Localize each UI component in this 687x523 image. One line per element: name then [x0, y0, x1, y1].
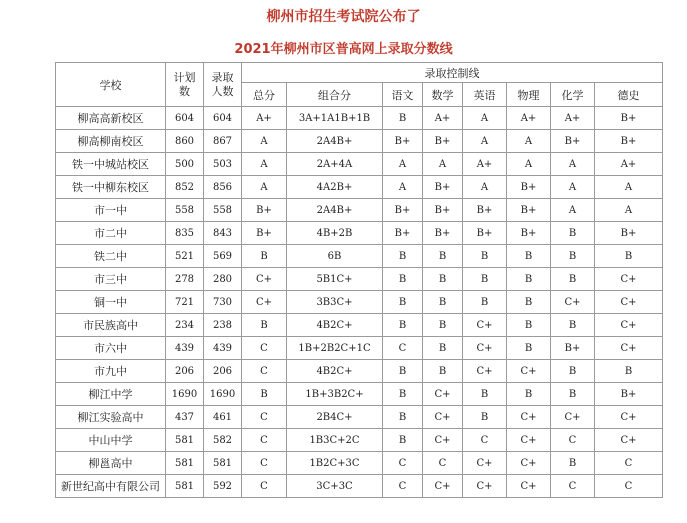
cell-chemistry: A+ [551, 107, 595, 130]
cell-moral-history: C [595, 452, 663, 475]
table-row [56, 360, 663, 383]
cell-moral-history: C+ [595, 314, 663, 337]
cell-chemistry: B+ [551, 337, 595, 360]
cell-physics: B [507, 314, 551, 337]
cell-combo: 1B3C+2C [287, 429, 383, 452]
header-admitted-line2: 人数 [211, 84, 234, 98]
cell-math: A+ [423, 107, 463, 130]
header-plan-line2: 数 [179, 84, 190, 98]
cell-school: 市二中 [56, 222, 166, 245]
cell-combo: 1B+3B2C+ [287, 383, 383, 406]
cell-moral-history: B+ [595, 107, 663, 130]
cell-chinese: C [383, 337, 423, 360]
cell-admitted: 1690 [204, 383, 242, 406]
header-chinese: 语文 [383, 83, 423, 107]
cell-physics: A+ [507, 107, 551, 130]
header-control-line: 录取控制线 [242, 63, 663, 83]
cell-math: B+ [423, 222, 463, 245]
cell-school: 市六中 [56, 337, 166, 360]
cell-moral-history: C+ [595, 291, 663, 314]
table-row [56, 107, 663, 130]
cell-english: C+ [463, 452, 507, 475]
cell-combo: 4B2C+ [287, 360, 383, 383]
cell-moral-history: C [595, 475, 663, 498]
cell-moral-history: A [595, 176, 663, 199]
cell-chemistry: B+ [551, 130, 595, 153]
cell-chemistry: C+ [551, 406, 595, 429]
cell-physics: B [507, 291, 551, 314]
cell-total: C [242, 406, 287, 429]
table-row [56, 406, 663, 429]
cell-plan: 835 [166, 222, 204, 245]
cell-school: 中山中学 [56, 429, 166, 452]
cell-moral-history: B [595, 245, 663, 268]
header-admitted [204, 63, 242, 107]
cell-chinese: B+ [383, 199, 423, 222]
cell-admitted: 461 [204, 406, 242, 429]
cell-total: B [242, 314, 287, 337]
cell-admitted: 280 [204, 268, 242, 291]
cell-chemistry: B [551, 360, 595, 383]
cell-admitted: 843 [204, 222, 242, 245]
cell-total: A+ [242, 107, 287, 130]
cell-school: 市民族高中 [56, 314, 166, 337]
cell-physics: C+ [507, 475, 551, 498]
score-table [55, 62, 663, 498]
cell-english: C+ [463, 314, 507, 337]
cell-school: 铁一中柳东校区 [56, 176, 166, 199]
cell-combo: 4B+2B [287, 222, 383, 245]
cell-chinese: B [383, 383, 423, 406]
cell-chemistry: B [551, 383, 595, 406]
cell-combo: 1B2C+3C [287, 452, 383, 475]
cell-plan: 604 [166, 107, 204, 130]
page-title: 柳州市招生考试院公布了 [266, 9, 421, 25]
cell-english: B [463, 268, 507, 291]
cell-total: B [242, 383, 287, 406]
cell-chemistry: A [551, 176, 595, 199]
cell-physics: A [507, 153, 551, 176]
cell-admitted: 439 [204, 337, 242, 360]
cell-physics: B+ [507, 199, 551, 222]
cell-combo: 4B2C+ [287, 314, 383, 337]
cell-chinese: B+ [383, 222, 423, 245]
cell-math: B+ [423, 176, 463, 199]
cell-english: B+ [463, 222, 507, 245]
cell-admitted: 592 [204, 475, 242, 498]
cell-total: B [242, 245, 287, 268]
cell-plan: 278 [166, 268, 204, 291]
cell-school: 铁一中城站校区 [56, 153, 166, 176]
cell-total: C [242, 452, 287, 475]
cell-moral-history: B+ [595, 383, 663, 406]
cell-chemistry: A [551, 153, 595, 176]
cell-plan: 581 [166, 475, 204, 498]
cell-math: C+ [423, 383, 463, 406]
cell-chemistry: B [551, 245, 595, 268]
cell-plan: 581 [166, 429, 204, 452]
cell-school: 铜一中 [56, 291, 166, 314]
cell-combo: 4A2B+ [287, 176, 383, 199]
cell-total: C+ [242, 268, 287, 291]
cell-combo: 2A+4A [287, 153, 383, 176]
cell-math: C [423, 452, 463, 475]
cell-admitted: 569 [204, 245, 242, 268]
cell-chinese: B [383, 429, 423, 452]
cell-admitted: 206 [204, 360, 242, 383]
cell-moral-history: B [595, 360, 663, 383]
cell-moral-history: B+ [595, 222, 663, 245]
cell-english: C+ [463, 475, 507, 498]
cell-school: 市三中 [56, 268, 166, 291]
cell-math: A [423, 153, 463, 176]
cell-physics: B [507, 383, 551, 406]
cell-chinese: C [383, 452, 423, 475]
cell-plan: 206 [166, 360, 204, 383]
table-row [56, 452, 663, 475]
cell-math: C+ [423, 429, 463, 452]
cell-moral-history: C+ [595, 406, 663, 429]
cell-physics: B [507, 268, 551, 291]
cell-physics: B [507, 337, 551, 360]
table-row [56, 268, 663, 291]
header-combo: 组合分 [287, 83, 383, 107]
header-total: 总分 [242, 83, 287, 107]
cell-admitted: 867 [204, 130, 242, 153]
cell-physics: B [507, 245, 551, 268]
cell-total: B+ [242, 222, 287, 245]
cell-chemistry: B [551, 452, 595, 475]
cell-total: C [242, 475, 287, 498]
cell-plan: 439 [166, 337, 204, 360]
table-row [56, 314, 663, 337]
header-math: 数学 [423, 83, 463, 107]
cell-plan: 437 [166, 406, 204, 429]
cell-chemistry: B [551, 268, 595, 291]
cell-combo: 2B4C+ [287, 406, 383, 429]
table-row [56, 383, 663, 406]
cell-english: B [463, 383, 507, 406]
header-english: 英语 [463, 83, 507, 107]
cell-english: C+ [463, 360, 507, 383]
cell-math: B [423, 291, 463, 314]
cell-chinese: B [383, 314, 423, 337]
table-row [56, 199, 663, 222]
cell-combo: 3C+3C [287, 475, 383, 498]
table-row [56, 337, 663, 360]
cell-chemistry: C+ [551, 291, 595, 314]
cell-plan: 500 [166, 153, 204, 176]
table-row [56, 429, 663, 452]
cell-chinese: C [383, 475, 423, 498]
cell-chinese: A [383, 176, 423, 199]
cell-chinese: B [383, 360, 423, 383]
table-row [56, 222, 663, 245]
cell-moral-history: C+ [595, 337, 663, 360]
table-row [56, 176, 663, 199]
cell-physics: C+ [507, 429, 551, 452]
cell-combo: 3B3C+ [287, 291, 383, 314]
cell-plan: 852 [166, 176, 204, 199]
cell-math: B+ [423, 199, 463, 222]
cell-english: B [463, 245, 507, 268]
cell-chinese: B [383, 406, 423, 429]
cell-chinese: B+ [383, 130, 423, 153]
cell-math: C+ [423, 475, 463, 498]
cell-admitted: 581 [204, 452, 242, 475]
cell-plan: 581 [166, 452, 204, 475]
cell-school: 市一中 [56, 199, 166, 222]
cell-total: C [242, 337, 287, 360]
cell-physics: B+ [507, 176, 551, 199]
cell-physics: A [507, 130, 551, 153]
table-row [56, 130, 663, 153]
cell-english: B [463, 291, 507, 314]
header-physics: 物理 [507, 83, 551, 107]
table-row [56, 475, 663, 498]
cell-chemistry: A [551, 199, 595, 222]
cell-school: 市九中 [56, 360, 166, 383]
cell-total: C+ [242, 291, 287, 314]
cell-physics: C+ [507, 360, 551, 383]
cell-chinese: B [383, 268, 423, 291]
cell-admitted: 604 [204, 107, 242, 130]
cell-physics: C+ [507, 406, 551, 429]
cell-total: C [242, 360, 287, 383]
cell-plan: 521 [166, 245, 204, 268]
cell-chinese: A [383, 153, 423, 176]
cell-english: A [463, 176, 507, 199]
cell-total: A [242, 130, 287, 153]
cell-plan: 234 [166, 314, 204, 337]
cell-admitted: 582 [204, 429, 242, 452]
cell-combo: 2A4B+ [287, 130, 383, 153]
cell-combo: 1B+2B2C+1C [287, 337, 383, 360]
cell-total: C [242, 429, 287, 452]
cell-chemistry: B [551, 314, 595, 337]
cell-english: B [463, 406, 507, 429]
cell-school: 柳高高新校区 [56, 107, 166, 130]
cell-combo: 3A+1A1B+1B [287, 107, 383, 130]
cell-moral-history: A+ [595, 153, 663, 176]
cell-total: B+ [242, 199, 287, 222]
cell-physics: C+ [507, 452, 551, 475]
cell-math: B [423, 314, 463, 337]
cell-english: A [463, 130, 507, 153]
cell-math: B [423, 268, 463, 291]
cell-moral-history: C+ [595, 429, 663, 452]
cell-moral-history: B+ [595, 130, 663, 153]
cell-math: B+ [423, 130, 463, 153]
cell-admitted: 503 [204, 153, 242, 176]
cell-combo: 2A4B+ [287, 199, 383, 222]
cell-moral-history: C+ [595, 268, 663, 291]
cell-plan: 558 [166, 199, 204, 222]
cell-moral-history: A [595, 199, 663, 222]
header-plan [166, 63, 204, 107]
header-chemistry: 化学 [551, 83, 595, 107]
table-row [56, 291, 663, 314]
table-row [56, 245, 663, 268]
table-row [56, 153, 663, 176]
cell-math: C+ [423, 406, 463, 429]
cell-chemistry: C [551, 429, 595, 452]
cell-english: A [463, 107, 507, 130]
header-plan-line1: 计划 [173, 70, 196, 84]
cell-math: B [423, 337, 463, 360]
table-body [56, 107, 663, 498]
cell-physics: B+ [507, 222, 551, 245]
cell-plan: 1690 [166, 383, 204, 406]
cell-chemistry: C [551, 475, 595, 498]
cell-plan: 721 [166, 291, 204, 314]
cell-chinese: B [383, 291, 423, 314]
cell-combo: 6B [287, 245, 383, 268]
cell-english: C [463, 429, 507, 452]
header-admitted-line1: 录取 [211, 70, 234, 84]
cell-school: 柳江实验高中 [56, 406, 166, 429]
cell-total: A [242, 176, 287, 199]
cell-school: 新世纪高中有限公司 [56, 475, 166, 498]
table-title: 2021年柳州市区普高网上录取分数线 [234, 42, 453, 57]
cell-admitted: 558 [204, 199, 242, 222]
cell-school: 柳江中学 [56, 383, 166, 406]
cell-chemistry: B [551, 222, 595, 245]
cell-combo: 5B1C+ [287, 268, 383, 291]
cell-chinese: B [383, 107, 423, 130]
cell-plan: 860 [166, 130, 204, 153]
cell-total: A [242, 153, 287, 176]
cell-english: C+ [463, 337, 507, 360]
cell-math: B [423, 360, 463, 383]
cell-school: 铁二中 [56, 245, 166, 268]
cell-admitted: 238 [204, 314, 242, 337]
cell-admitted: 856 [204, 176, 242, 199]
cell-math: B [423, 245, 463, 268]
cell-admitted: 730 [204, 291, 242, 314]
cell-school: 柳邕高中 [56, 452, 166, 475]
header-school: 学校 [56, 63, 166, 107]
cell-chinese: B [383, 245, 423, 268]
cell-english: B+ [463, 199, 507, 222]
cell-school: 柳高柳南校区 [56, 130, 166, 153]
header-moral-history: 德史 [595, 83, 663, 107]
cell-english: A+ [463, 153, 507, 176]
